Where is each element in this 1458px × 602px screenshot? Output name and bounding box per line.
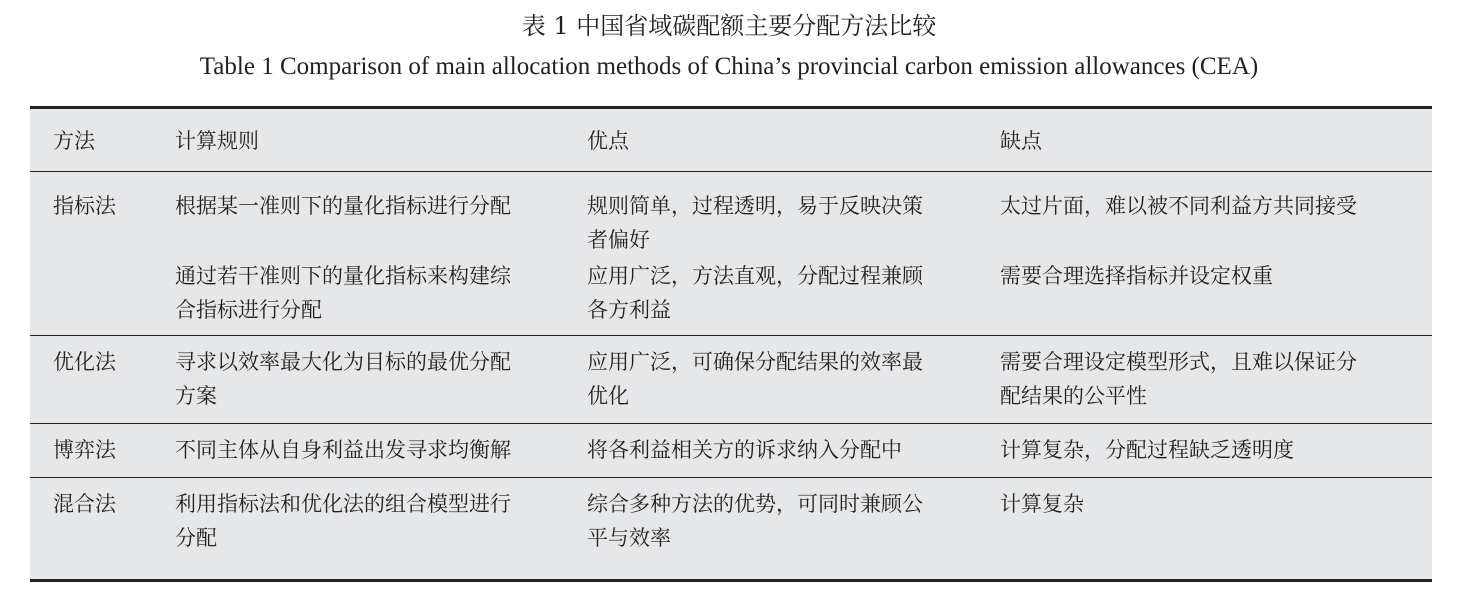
method-cell: 优化法 (53, 350, 116, 374)
rule-cell: 不同主体从自身利益出发寻求均衡解 (175, 438, 511, 462)
pros-cell: 规则简单，过程透明，易于反映决策 者偏好 (587, 194, 923, 252)
cons-cell: 太过片面，难以被不同利益方共同接受 (1000, 194, 1357, 218)
header-method: 方法 (53, 129, 95, 153)
table-title-chinese: 表 1 中国省域碳配额主要分配方法比较 (521, 12, 937, 40)
rule-cell: 寻求以效率最大化为目标的最优分配 方案 (175, 350, 511, 408)
cons-cell: 需要合理设定模型形式，且难以保证分 配结果的公平性 (1000, 350, 1357, 408)
rule-cell: 根据某一准则下的量化指标进行分配 (175, 194, 511, 218)
rule-cell: 利用指标法和优化法的组合模型进行 分配 (175, 492, 511, 550)
table-row-hybrid-method (30, 477, 1432, 582)
cons-cell: 计算复杂 (1000, 492, 1084, 516)
cons-cell: 计算复杂，分配过程缺乏透明度 (1000, 438, 1294, 462)
header-rule: 计算规则 (175, 129, 259, 153)
method-cell: 指标法 (53, 194, 116, 218)
table-title-english: Table 1 Comparison of main allocation methods of China’s provincial carbon emission allowances (CEA) (199, 53, 1259, 80)
table-row-indicator-method (30, 171, 1432, 335)
pros-cell: 应用广泛，可确保分配结果的效率最 优化 (587, 350, 923, 408)
method-cell: 混合法 (53, 492, 116, 516)
rule-cell: 通过若干准则下的量化指标来构建综 合指标进行分配 (175, 264, 511, 322)
header-pros: 优点 (587, 129, 629, 153)
cons-cell: 需要合理选择指标并设定权重 (1000, 264, 1273, 288)
table-row-optimization-method (30, 335, 1432, 423)
pros-cell: 应用广泛，方法直观，分配过程兼顾 各方利益 (587, 264, 923, 322)
pros-cell: 将各利益相关方的诉求纳入分配中 (587, 438, 902, 462)
pros-cell: 综合多种方法的优势，可同时兼顾公 平与效率 (587, 492, 923, 550)
table-header-row (30, 109, 1432, 171)
header-cons: 缺点 (1000, 129, 1042, 153)
table-row-game-method (30, 423, 1432, 477)
comparison-table (30, 106, 1432, 582)
method-cell: 博弈法 (53, 438, 116, 462)
